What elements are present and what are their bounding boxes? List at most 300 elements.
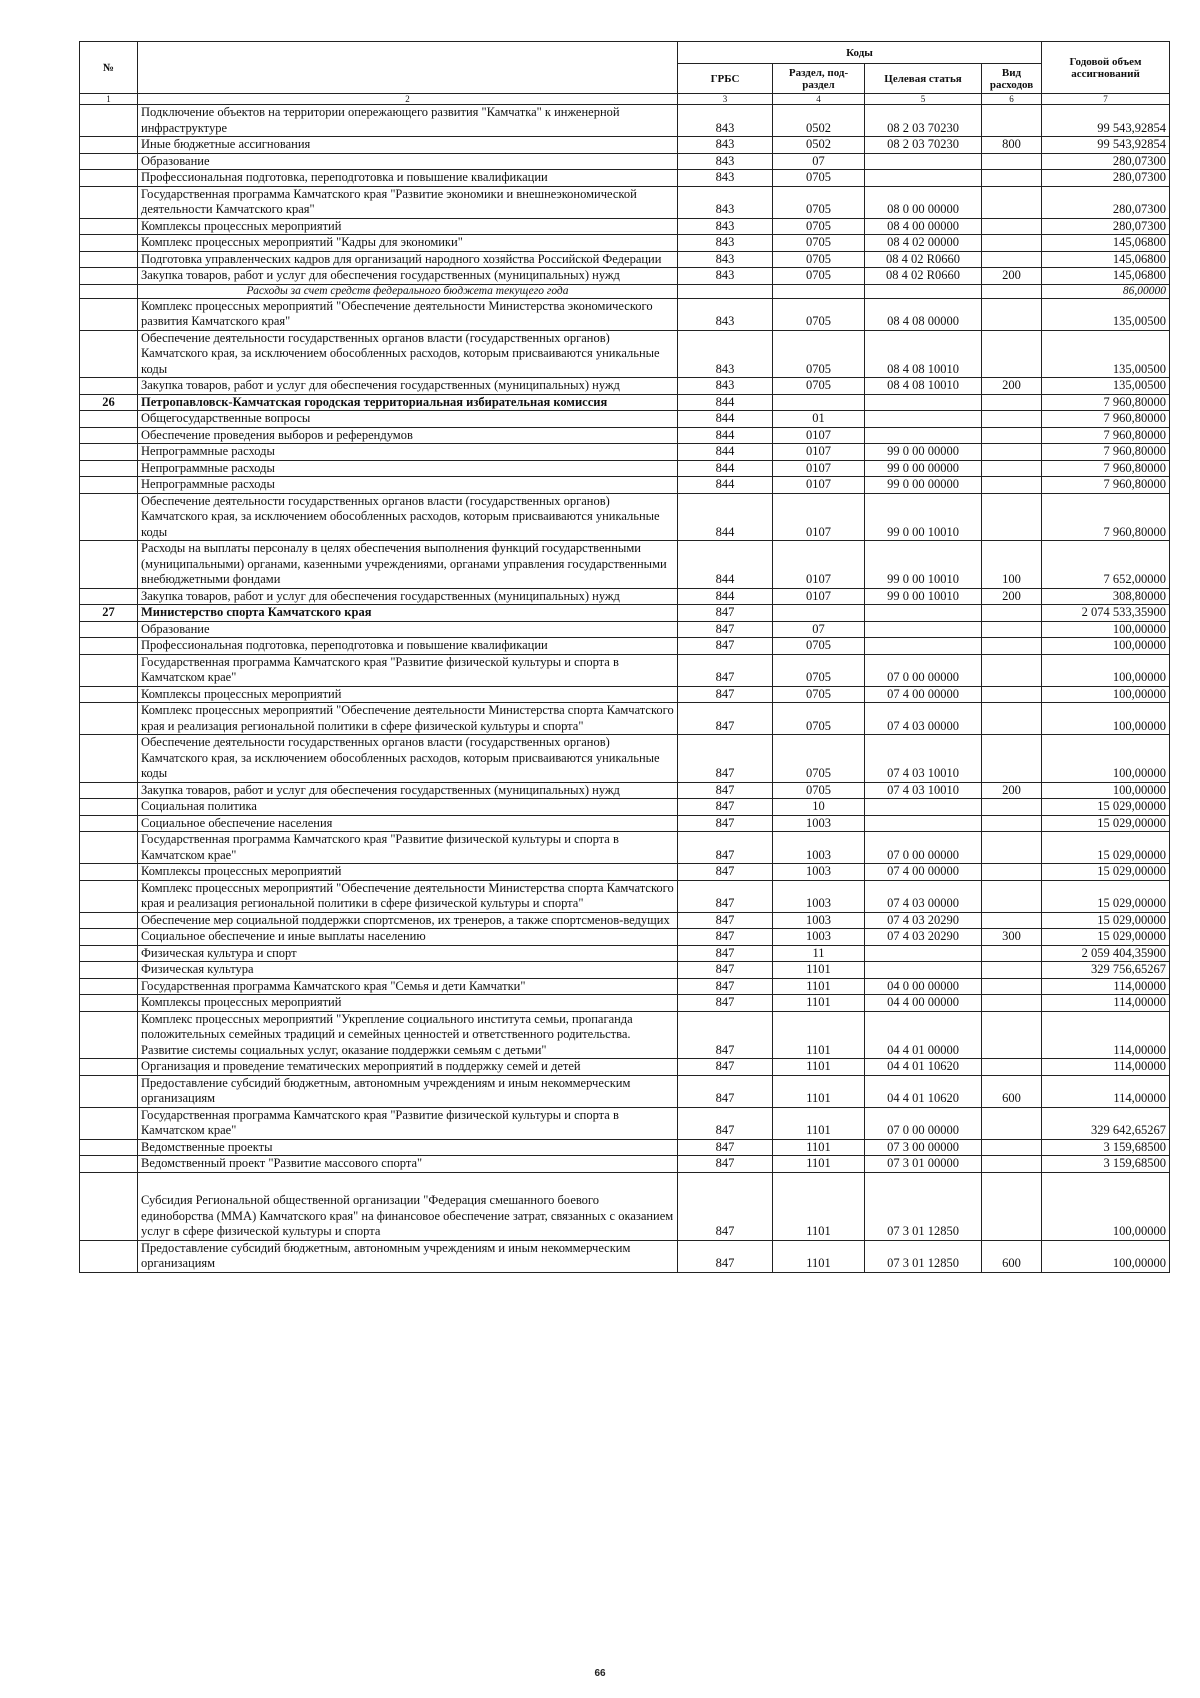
- row-razdel: 1101: [773, 1011, 865, 1059]
- row-amount: 114,00000: [1042, 1011, 1170, 1059]
- header-csr: Целевая статья: [865, 64, 982, 94]
- row-grbs: 844: [678, 477, 773, 494]
- row-vid: [982, 815, 1042, 832]
- row-name: Закупка товаров, работ и услуг для обеспечения государственных (муниципальных) нужд: [138, 268, 678, 285]
- row-name: Расходы за счет средств федерального бюджета текущего года: [138, 284, 678, 298]
- header-razdel: Раздел, под-раздел: [773, 64, 865, 94]
- row-csr: [865, 799, 982, 816]
- row-amount: 280,07300: [1042, 218, 1170, 235]
- row-grbs: 847: [678, 686, 773, 703]
- row-number: [80, 427, 138, 444]
- row-grbs: 847: [678, 735, 773, 783]
- table-row: [80, 477, 1170, 494]
- row-name: Обеспечение деятельности государственных органов власти (государственных органов) Камчатского края, за исключением обособленных расходов, которым присваиваются уникальные коды: [138, 735, 678, 783]
- row-number: [80, 703, 138, 735]
- row-grbs: 847: [678, 912, 773, 929]
- row-vid: [982, 105, 1042, 137]
- row-number: [80, 832, 138, 864]
- row-vid: [982, 735, 1042, 783]
- row-razdel: 1003: [773, 815, 865, 832]
- row-vid: 600: [982, 1075, 1042, 1107]
- table-body: [80, 105, 1170, 1273]
- row-grbs: 847: [678, 880, 773, 912]
- row-number: [80, 444, 138, 461]
- row-name: Физическая культура и спорт: [138, 945, 678, 962]
- row-name: Комплекс процессных мероприятий "Обеспечение деятельности Министерства спорта Камчатского края и реализация региональной политики в сфере физической культуры и спорта": [138, 703, 678, 735]
- row-amount: 280,07300: [1042, 170, 1170, 187]
- table-row: [80, 493, 1170, 541]
- row-vid: [982, 1107, 1042, 1139]
- row-number: [80, 460, 138, 477]
- row-razdel: 0107: [773, 427, 865, 444]
- row-amount: 3 159,68500: [1042, 1156, 1170, 1173]
- table-row: [80, 912, 1170, 929]
- table-row: [80, 621, 1170, 638]
- row-vid: [982, 638, 1042, 655]
- row-csr: [865, 427, 982, 444]
- row-vid: [982, 298, 1042, 330]
- row-razdel: 1101: [773, 1075, 865, 1107]
- table-row: [80, 251, 1170, 268]
- row-name: Государственная программа Камчатского края "Развитие физической культуры и спорта в Камчатском крае": [138, 654, 678, 686]
- row-name: Комплексы процессных мероприятий: [138, 864, 678, 881]
- row-number: [80, 493, 138, 541]
- row-number: [80, 962, 138, 979]
- row-name: Предоставление субсидий бюджетным, автономным учреждениям и иным некоммерческим организациям: [138, 1075, 678, 1107]
- row-name: Государственная программа Камчатского края "Развитие физической культуры и спорта в Камчатском крае": [138, 1107, 678, 1139]
- row-grbs: 843: [678, 251, 773, 268]
- row-grbs: 844: [678, 541, 773, 589]
- row-amount: 15 029,00000: [1042, 929, 1170, 946]
- row-razdel: 0107: [773, 444, 865, 461]
- row-razdel: 1003: [773, 832, 865, 864]
- row-name: Подготовка управленческих кадров для организаций народного хозяйства Российской Федерации: [138, 251, 678, 268]
- table-row: [80, 995, 1170, 1012]
- header-name: [138, 42, 678, 94]
- row-number: [80, 864, 138, 881]
- row-number: [80, 912, 138, 929]
- row-razdel: 07: [773, 621, 865, 638]
- row-vid: [982, 330, 1042, 378]
- row-vid: 200: [982, 782, 1042, 799]
- header-volume: Годовой объем ассигнований: [1042, 42, 1170, 94]
- col-number: 3: [678, 94, 773, 105]
- row-grbs: 847: [678, 1156, 773, 1173]
- row-amount: 7 960,80000: [1042, 444, 1170, 461]
- row-vid: 300: [982, 929, 1042, 946]
- row-amount: 2 059 404,35900: [1042, 945, 1170, 962]
- row-amount: 15 029,00000: [1042, 880, 1170, 912]
- row-name: Образование: [138, 153, 678, 170]
- table-row: [80, 137, 1170, 154]
- row-csr: [865, 394, 982, 411]
- row-razdel: 0705: [773, 298, 865, 330]
- row-vid: 600: [982, 1240, 1042, 1272]
- row-name: Петропавловск-Камчатская городская территориальная избирательная комиссия: [138, 394, 678, 411]
- row-amount: 100,00000: [1042, 654, 1170, 686]
- row-vid: [982, 703, 1042, 735]
- table-row: [80, 703, 1170, 735]
- row-grbs: 847: [678, 1075, 773, 1107]
- row-razdel: 0705: [773, 330, 865, 378]
- col-number: 5: [865, 94, 982, 105]
- row-grbs: 847: [678, 929, 773, 946]
- row-amount: 99 543,92854: [1042, 137, 1170, 154]
- row-amount: 145,06800: [1042, 251, 1170, 268]
- table-row: [80, 962, 1170, 979]
- row-csr: 04 4 01 00000: [865, 1011, 982, 1059]
- row-vid: [982, 186, 1042, 218]
- row-number: [80, 621, 138, 638]
- row-number: [80, 782, 138, 799]
- table-row: [80, 588, 1170, 605]
- table-row: [80, 153, 1170, 170]
- row-number: [80, 1075, 138, 1107]
- table-row: [80, 978, 1170, 995]
- row-vid: 100: [982, 541, 1042, 589]
- row-razdel: [773, 394, 865, 411]
- table-row: [80, 1240, 1170, 1272]
- row-razdel: 0107: [773, 541, 865, 589]
- row-razdel: [773, 605, 865, 622]
- row-razdel: 1003: [773, 864, 865, 881]
- row-csr: 07 4 03 20290: [865, 929, 982, 946]
- row-grbs: 844: [678, 493, 773, 541]
- row-number: [80, 1059, 138, 1076]
- row-name: Комплексы процессных мероприятий: [138, 995, 678, 1012]
- row-grbs: 843: [678, 268, 773, 285]
- table-row: [80, 105, 1170, 137]
- row-number: [80, 268, 138, 285]
- row-csr: [865, 411, 982, 428]
- row-razdel: 0705: [773, 268, 865, 285]
- row-grbs: 847: [678, 605, 773, 622]
- row-csr: 08 2 03 70230: [865, 105, 982, 137]
- table-row: [80, 186, 1170, 218]
- row-grbs: 847: [678, 638, 773, 655]
- row-name: Комплекс процессных мероприятий "Укрепление социального института семьи, пропаганда положительных семейных традиций и семейных ценностей и ответственного родительства. Развитие системы социальных услуг, оказание поддержки семьям с детьми": [138, 1011, 678, 1059]
- row-razdel: 1101: [773, 1139, 865, 1156]
- row-csr: 04 4 00 00000: [865, 995, 982, 1012]
- row-vid: [982, 1156, 1042, 1173]
- row-csr: 07 4 00 00000: [865, 686, 982, 703]
- row-razdel: 1003: [773, 880, 865, 912]
- row-name: Комплексы процессных мероприятий: [138, 686, 678, 703]
- row-grbs: 843: [678, 298, 773, 330]
- row-razdel: 0705: [773, 638, 865, 655]
- table-row: [80, 444, 1170, 461]
- row-razdel: 0705: [773, 218, 865, 235]
- row-name: Профессиональная подготовка, переподготовка и повышение квалификации: [138, 638, 678, 655]
- row-csr: 07 3 01 12850: [865, 1240, 982, 1272]
- row-number: [80, 978, 138, 995]
- row-grbs: 843: [678, 218, 773, 235]
- row-razdel: 0705: [773, 654, 865, 686]
- header-grbs: ГРБС: [678, 64, 773, 94]
- row-razdel: 0502: [773, 137, 865, 154]
- row-grbs: 844: [678, 444, 773, 461]
- table-row: [80, 330, 1170, 378]
- row-csr: [865, 170, 982, 187]
- row-vid: [982, 251, 1042, 268]
- row-name: Государственная программа Камчатского края "Развитие экономики и внешнеэкономической деятельности Камчатского края": [138, 186, 678, 218]
- row-grbs: 844: [678, 394, 773, 411]
- row-number: 27: [80, 605, 138, 622]
- row-razdel: 11: [773, 945, 865, 962]
- table-row: [80, 1075, 1170, 1107]
- row-grbs: 847: [678, 1240, 773, 1272]
- row-csr: 04 4 01 10620: [865, 1059, 982, 1076]
- row-csr: [865, 962, 982, 979]
- row-csr: 07 4 03 10010: [865, 782, 982, 799]
- row-number: 26: [80, 394, 138, 411]
- row-razdel: 1101: [773, 962, 865, 979]
- row-csr: 99 0 00 00000: [865, 444, 982, 461]
- row-razdel: 0107: [773, 493, 865, 541]
- row-razdel: [773, 284, 865, 298]
- row-number: [80, 638, 138, 655]
- table-row: [80, 782, 1170, 799]
- row-csr: 08 0 00 00000: [865, 186, 982, 218]
- row-vid: [982, 621, 1042, 638]
- row-amount: 3 159,68500: [1042, 1139, 1170, 1156]
- row-razdel: 01: [773, 411, 865, 428]
- row-grbs: 843: [678, 137, 773, 154]
- row-csr: 07 3 00 00000: [865, 1139, 982, 1156]
- table-row: [80, 268, 1170, 285]
- row-amount: 135,00500: [1042, 330, 1170, 378]
- col-number: 6: [982, 94, 1042, 105]
- col-number: 2: [138, 94, 678, 105]
- row-vid: [982, 1059, 1042, 1076]
- row-amount: 135,00500: [1042, 298, 1170, 330]
- table-row: [80, 411, 1170, 428]
- row-amount: 114,00000: [1042, 1075, 1170, 1107]
- col-number: 4: [773, 94, 865, 105]
- row-amount: 7 960,80000: [1042, 427, 1170, 444]
- row-number: [80, 588, 138, 605]
- row-grbs: 847: [678, 1059, 773, 1076]
- row-number: [80, 378, 138, 395]
- row-amount: 7 652,00000: [1042, 541, 1170, 589]
- table-row: [80, 298, 1170, 330]
- row-grbs: 847: [678, 945, 773, 962]
- row-grbs: 843: [678, 153, 773, 170]
- row-vid: [982, 235, 1042, 252]
- row-amount: 329 642,65267: [1042, 1107, 1170, 1139]
- row-amount: 15 029,00000: [1042, 832, 1170, 864]
- row-razdel: 0705: [773, 251, 865, 268]
- row-amount: 15 029,00000: [1042, 799, 1170, 816]
- row-grbs: 847: [678, 864, 773, 881]
- row-name: Предоставление субсидий бюджетным, автономным учреждениям и иным некоммерческим организациям: [138, 1240, 678, 1272]
- row-grbs: 847: [678, 621, 773, 638]
- row-csr: 07 4 03 00000: [865, 703, 982, 735]
- row-amount: 100,00000: [1042, 703, 1170, 735]
- row-vid: [982, 394, 1042, 411]
- table-row: [80, 654, 1170, 686]
- row-vid: [982, 493, 1042, 541]
- row-vid: [982, 427, 1042, 444]
- row-csr: 08 2 03 70230: [865, 137, 982, 154]
- row-csr: 07 0 00 00000: [865, 654, 982, 686]
- row-grbs: 847: [678, 654, 773, 686]
- row-razdel: 10: [773, 799, 865, 816]
- row-amount: 135,00500: [1042, 378, 1170, 395]
- row-vid: [982, 978, 1042, 995]
- row-grbs: 844: [678, 460, 773, 477]
- table-row: [80, 1011, 1170, 1059]
- row-name: Непрограммные расходы: [138, 477, 678, 494]
- row-vid: [982, 444, 1042, 461]
- row-grbs: 843: [678, 105, 773, 137]
- row-amount: 7 960,80000: [1042, 394, 1170, 411]
- row-csr: [865, 605, 982, 622]
- row-grbs: [678, 284, 773, 298]
- row-vid: 200: [982, 378, 1042, 395]
- row-csr: 99 0 00 10010: [865, 541, 982, 589]
- row-razdel: 0705: [773, 235, 865, 252]
- row-csr: 07 4 03 00000: [865, 880, 982, 912]
- row-number: [80, 1156, 138, 1173]
- row-name: Закупка товаров, работ и услуг для обеспечения государственных (муниципальных) нужд: [138, 782, 678, 799]
- row-csr: 99 0 00 00000: [865, 460, 982, 477]
- row-name: Министерство спорта Камчатского края: [138, 605, 678, 622]
- table-row: [80, 1059, 1170, 1076]
- row-vid: [982, 880, 1042, 912]
- row-amount: 100,00000: [1042, 1172, 1170, 1240]
- row-razdel: 1101: [773, 1059, 865, 1076]
- row-razdel: 0107: [773, 460, 865, 477]
- row-vid: [982, 962, 1042, 979]
- table-row: [80, 394, 1170, 411]
- row-csr: 08 4 08 10010: [865, 378, 982, 395]
- row-name: Комплекс процессных мероприятий "Обеспечение деятельности Министерства спорта Камчатского края и реализация региональной политики в сфере физической культуры и спорта": [138, 880, 678, 912]
- row-csr: [865, 815, 982, 832]
- row-grbs: 844: [678, 588, 773, 605]
- row-amount: 114,00000: [1042, 1059, 1170, 1076]
- row-amount: 7 960,80000: [1042, 411, 1170, 428]
- row-number: [80, 170, 138, 187]
- row-number: [80, 153, 138, 170]
- row-grbs: 843: [678, 186, 773, 218]
- row-number: [80, 477, 138, 494]
- table-row: [80, 815, 1170, 832]
- row-csr: [865, 621, 982, 638]
- row-csr: 08 4 00 00000: [865, 218, 982, 235]
- row-grbs: 844: [678, 411, 773, 428]
- table-row: [80, 284, 1170, 298]
- row-csr: 99 0 00 10010: [865, 588, 982, 605]
- row-vid: [982, 686, 1042, 703]
- row-razdel: 07: [773, 153, 865, 170]
- row-amount: 86,00000: [1042, 284, 1170, 298]
- row-name: Комплексы процессных мероприятий: [138, 218, 678, 235]
- row-number: [80, 541, 138, 589]
- row-vid: [982, 1139, 1042, 1156]
- table-row: [80, 541, 1170, 589]
- row-amount: 145,06800: [1042, 268, 1170, 285]
- row-vid: 200: [982, 268, 1042, 285]
- row-amount: 100,00000: [1042, 735, 1170, 783]
- row-name: Общегосударственные вопросы: [138, 411, 678, 428]
- row-razdel: 0502: [773, 105, 865, 137]
- row-csr: 07 4 03 10010: [865, 735, 982, 783]
- row-vid: [982, 477, 1042, 494]
- row-name: Образование: [138, 621, 678, 638]
- row-amount: 114,00000: [1042, 978, 1170, 995]
- table-row: [80, 799, 1170, 816]
- col-number: 7: [1042, 94, 1170, 105]
- row-grbs: 847: [678, 1107, 773, 1139]
- row-name: Социальная политика: [138, 799, 678, 816]
- table-row: [80, 1139, 1170, 1156]
- row-csr: [865, 153, 982, 170]
- row-number: [80, 995, 138, 1012]
- row-amount: 145,06800: [1042, 235, 1170, 252]
- row-name: Обеспечение деятельности государственных органов власти (государственных органов) Камчатского края, за исключением обособленных расходов, которым присваиваются уникальные коды: [138, 330, 678, 378]
- row-vid: 200: [982, 588, 1042, 605]
- row-name: Расходы на выплаты персоналу в целях обеспечения выполнения функций государственными (муниципальными) органами, казенными учреждениями, органами управления государственными внебюджетными фондами: [138, 541, 678, 589]
- row-csr: 99 0 00 10010: [865, 493, 982, 541]
- row-grbs: 847: [678, 962, 773, 979]
- row-amount: 100,00000: [1042, 638, 1170, 655]
- row-vid: [982, 284, 1042, 298]
- row-csr: 04 4 01 10620: [865, 1075, 982, 1107]
- row-amount: 15 029,00000: [1042, 912, 1170, 929]
- row-number: [80, 735, 138, 783]
- row-amount: 280,07300: [1042, 186, 1170, 218]
- row-csr: 07 3 01 12850: [865, 1172, 982, 1240]
- row-name: Комплекс процессных мероприятий "Обеспечение деятельности Министерства экономического развития Камчатского края": [138, 298, 678, 330]
- row-name: Государственная программа Камчатского края "Семья и дети Камчатки": [138, 978, 678, 995]
- row-number: [80, 1240, 138, 1272]
- row-name: Социальное обеспечение населения: [138, 815, 678, 832]
- row-amount: 114,00000: [1042, 995, 1170, 1012]
- row-vid: [982, 1172, 1042, 1240]
- row-grbs: 847: [678, 1172, 773, 1240]
- row-vid: [982, 605, 1042, 622]
- row-razdel: 0107: [773, 588, 865, 605]
- row-vid: [982, 460, 1042, 477]
- row-amount: 2 074 533,35900: [1042, 605, 1170, 622]
- row-name: Иные бюджетные ассигнования: [138, 137, 678, 154]
- row-razdel: 0705: [773, 686, 865, 703]
- row-name: Обеспечение проведения выборов и референдумов: [138, 427, 678, 444]
- row-csr: [865, 945, 982, 962]
- row-vid: [982, 1011, 1042, 1059]
- table-row: [80, 929, 1170, 946]
- row-razdel: 0705: [773, 735, 865, 783]
- row-razdel: 1101: [773, 1240, 865, 1272]
- row-number: [80, 298, 138, 330]
- row-number: [80, 137, 138, 154]
- row-amount: 100,00000: [1042, 621, 1170, 638]
- row-csr: [865, 638, 982, 655]
- row-grbs: 847: [678, 799, 773, 816]
- table-row: [80, 378, 1170, 395]
- row-amount: 99 543,92854: [1042, 105, 1170, 137]
- row-amount: 308,80000: [1042, 588, 1170, 605]
- row-number: [80, 186, 138, 218]
- row-name: Физическая культура: [138, 962, 678, 979]
- table-row: [80, 218, 1170, 235]
- row-number: [80, 815, 138, 832]
- row-csr: 08 4 02 R0660: [865, 251, 982, 268]
- row-name: Государственная программа Камчатского края "Развитие физической культуры и спорта в Камчатском крае": [138, 832, 678, 864]
- row-grbs: 847: [678, 782, 773, 799]
- table-row: [80, 864, 1170, 881]
